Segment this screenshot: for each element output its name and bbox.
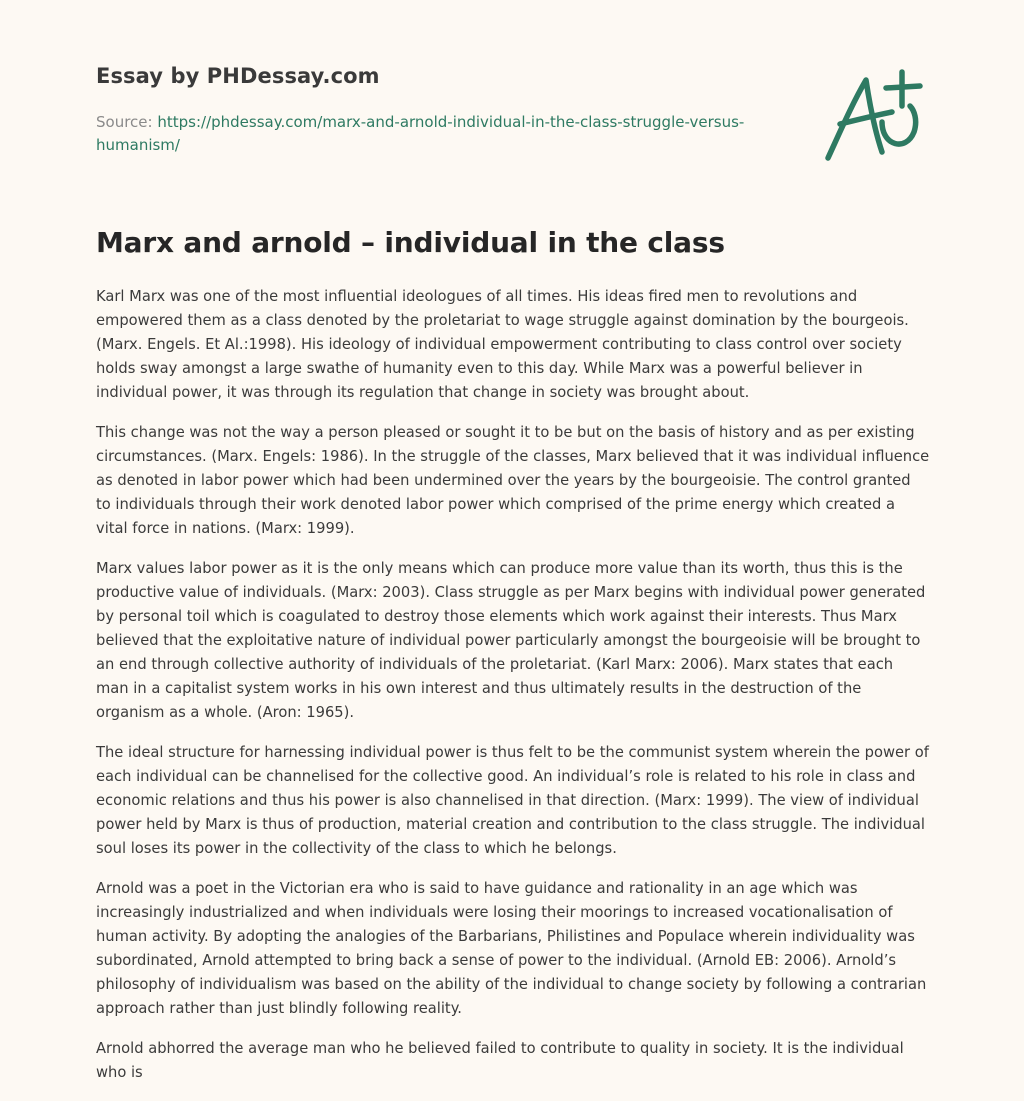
a-plus-logo-svg xyxy=(818,66,930,166)
essay-body xyxy=(96,285,930,1101)
essay-paragraph: Karl Marx was one of the most influential ideologues of all times. His ideas fired men to revolutions and empowered them as a class denoted by the proletariat to wage struggle against domination by the bourgeois. (Marx. Engels. Et Al.:1998). His ideology of individual empowerment contributing to class control over society holds sway amongst a large swathe of humanity even to this day. While Marx was a powerful believer in individual power, it was through its regulation that change in society was brought about. xyxy=(96,288,909,401)
essay-paragraph: The ideal structure for harnessing individual power is thus felt to be the communist system wherein the power of each individual can be channelised for the collective good. An individual’s role is related to his role in class and economic relations and thus his power is also channelised in that direction. (Marx: 1999). The view of individual power held by Marx is thus of production, material creation and contribution to the class struggle. The individual soul loses its power in the collectivity of the class to which he belongs. xyxy=(96,744,929,857)
essay-paragraph: Marx values labor power as it is the only means which can produce more value than its worth, thus this is the productive value of individuals. (Marx: 2003). Class struggle as per Marx begins with individual power generated by personal toil which is coagulated to destroy those elements which work against their interests. Thus Marx believed that the exploitative nature of individual power particularly amongst the bourgeoisie will be brought to an end through collective authority of individuals of the proletariat. (Karl Marx: 2006). Marx states that each man in a capitalist system works in his own interest and thus ultimately results in the destruction of the organism as a whole. (Aron: 1965). xyxy=(96,560,926,721)
source-line xyxy=(96,111,776,157)
site-title: Essay by PHDessay.com xyxy=(96,64,380,88)
essay-paragraph: Arnold was a poet in the Victorian era who is said to have guidance and rationality in an age which was increasingly industrialized and when individuals were losing their moorings to increased vocationalisation of human activity. By adopting the analogies of the Barbarians, Philistines and Populace wherein individuality was subordinated, Arnold attempted to bring back a sense of power to the individual. (Arnold EB: 2006). Arnold’s philosophy of individualism was based on the ability of the individual to change society by following a contrarian approach rather than just blindly following reality. xyxy=(96,880,927,1017)
essay-title: Marx and arnold – individual in the class xyxy=(96,226,725,259)
essay-paragraph: This change was not the way a person pleased or sought it to be but on the basis of history and as per existing circumstances. (Marx. Engels: 1986). In the struggle of the classes, Marx believed that it was individual influence as denoted in labor power which had been undermined over the years by the bourgeoisie. The control granted to individuals through their work denoted labor power which comprised of the prime energy which created a vital force in nations. (Marx: 1999). xyxy=(96,424,930,537)
essay-paragraph: Arnold abhorred the average man who he believed failed to contribute to quality in society. It is the individual who is xyxy=(96,1040,904,1081)
source-label: Source: xyxy=(96,113,153,131)
source-link[interactable]: https://phdessay.com/marx-and-arnold-individual-in-the-class-struggle-versus-humanism/ xyxy=(96,113,745,154)
a-plus-grade-logo-icon xyxy=(818,66,930,166)
